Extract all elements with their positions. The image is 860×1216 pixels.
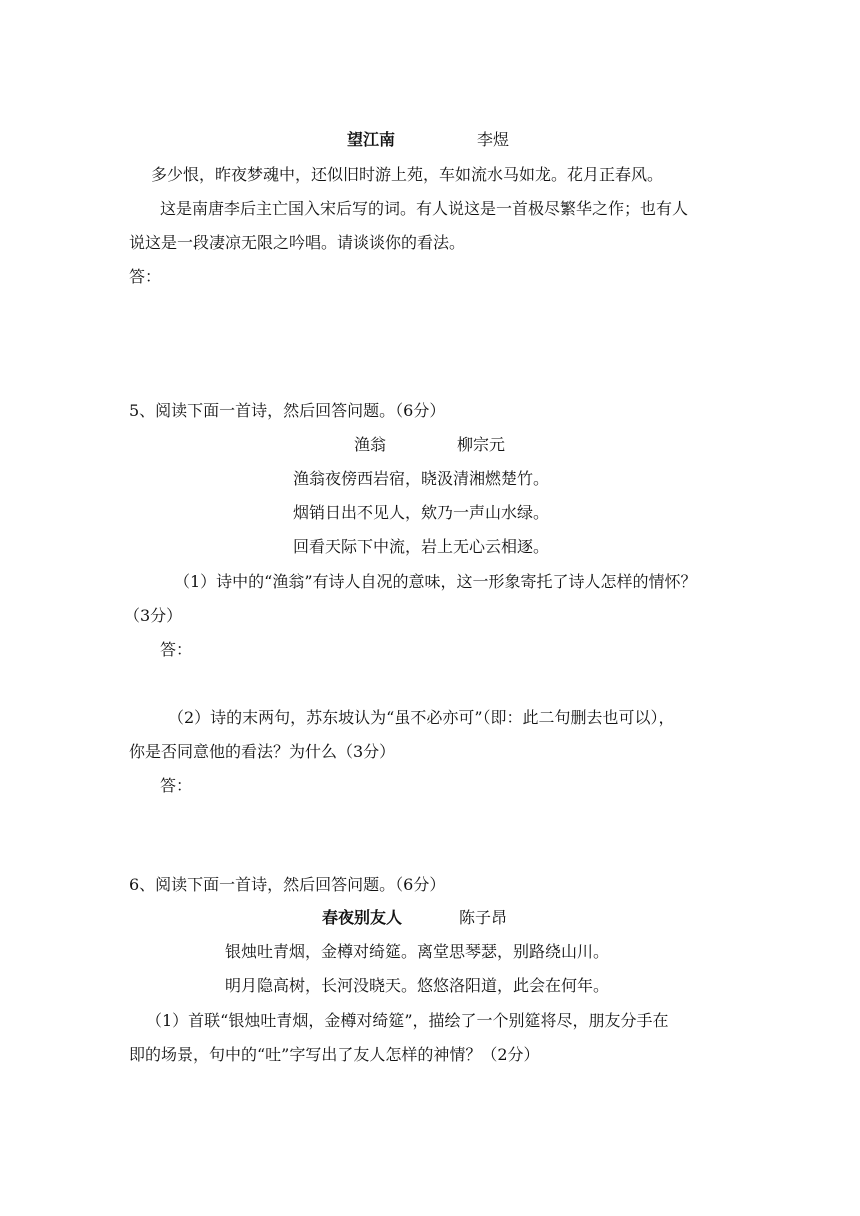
poem-line: 明月隐高树，长河没晓天。悠悠洛阳道，此会在何年。 bbox=[225, 976, 610, 995]
answer-label: 答： bbox=[160, 640, 193, 659]
poem-title-chunyebieyouren: 春夜别友人 bbox=[322, 908, 403, 927]
question-5-2-line1: （2）诗的末两句，苏东坡认为“虽不必亦可”（即：此二句删去也可以）， bbox=[168, 708, 675, 727]
poem-line: 渔翁夜傍西岩宿，晓汲清湘燃楚竹。 bbox=[293, 469, 550, 488]
poem-title-wangjiangnan: 望江南 bbox=[347, 130, 396, 149]
poem-author-liuzongyuan: 柳宗元 bbox=[457, 435, 506, 454]
question-6-heading: 6、阅读下面一首诗，然后回答问题。（6分） bbox=[129, 875, 446, 894]
poem-author-chenziang: 陈子昂 bbox=[459, 908, 508, 927]
poem-line: 银烛吐青烟，金樽对绮筵。离堂思琴瑟，别路绕山川。 bbox=[225, 942, 610, 961]
question-5-heading: 5、阅读下面一首诗，然后回答问题。（6分） bbox=[129, 401, 446, 420]
poem-line: 烟销日出不见人，欸乃一声山水绿。 bbox=[293, 503, 550, 522]
question-prompt-line2: 说这是一段凄凉无限之吟唱。请谈谈你的看法。 bbox=[129, 233, 466, 252]
poem-author-liyu: 李煜 bbox=[477, 130, 510, 149]
answer-label: 答： bbox=[160, 776, 193, 795]
question-5-2-line2: 你是否同意他的看法？为什么（3分） bbox=[129, 742, 396, 761]
poem-text-wangjiangnan: 多少恨，昨夜梦魂中，还似旧时游上苑，车如流水马如龙。花月正春风。 bbox=[151, 165, 664, 184]
question-prompt-line1: 这是南唐李后主亡国入宋后写的词。有人说这是一首极尽繁华之作；也有人 bbox=[160, 199, 689, 218]
question-5-1-line2: （3分） bbox=[124, 606, 183, 625]
question-6-1-line2: 即的场景，句中的“吐”字写出了友人怎样的神情？（2分） bbox=[129, 1045, 540, 1064]
poem-line: 回看天际下中流，岩上无心云相逐。 bbox=[293, 537, 550, 556]
question-5-1-line1: （1）诗中的“渔翁”有诗人自况的意味，这一形象寄托了诗人怎样的情怀？ bbox=[174, 572, 697, 591]
poem-title-yuweng: 渔翁 bbox=[354, 435, 387, 454]
answer-label: 答： bbox=[129, 267, 162, 286]
question-6-1-line1: （1）首联“银烛吐青烟，金樽对绮筵”，描绘了一个别筵将尽，朋友分手在 bbox=[146, 1011, 669, 1030]
